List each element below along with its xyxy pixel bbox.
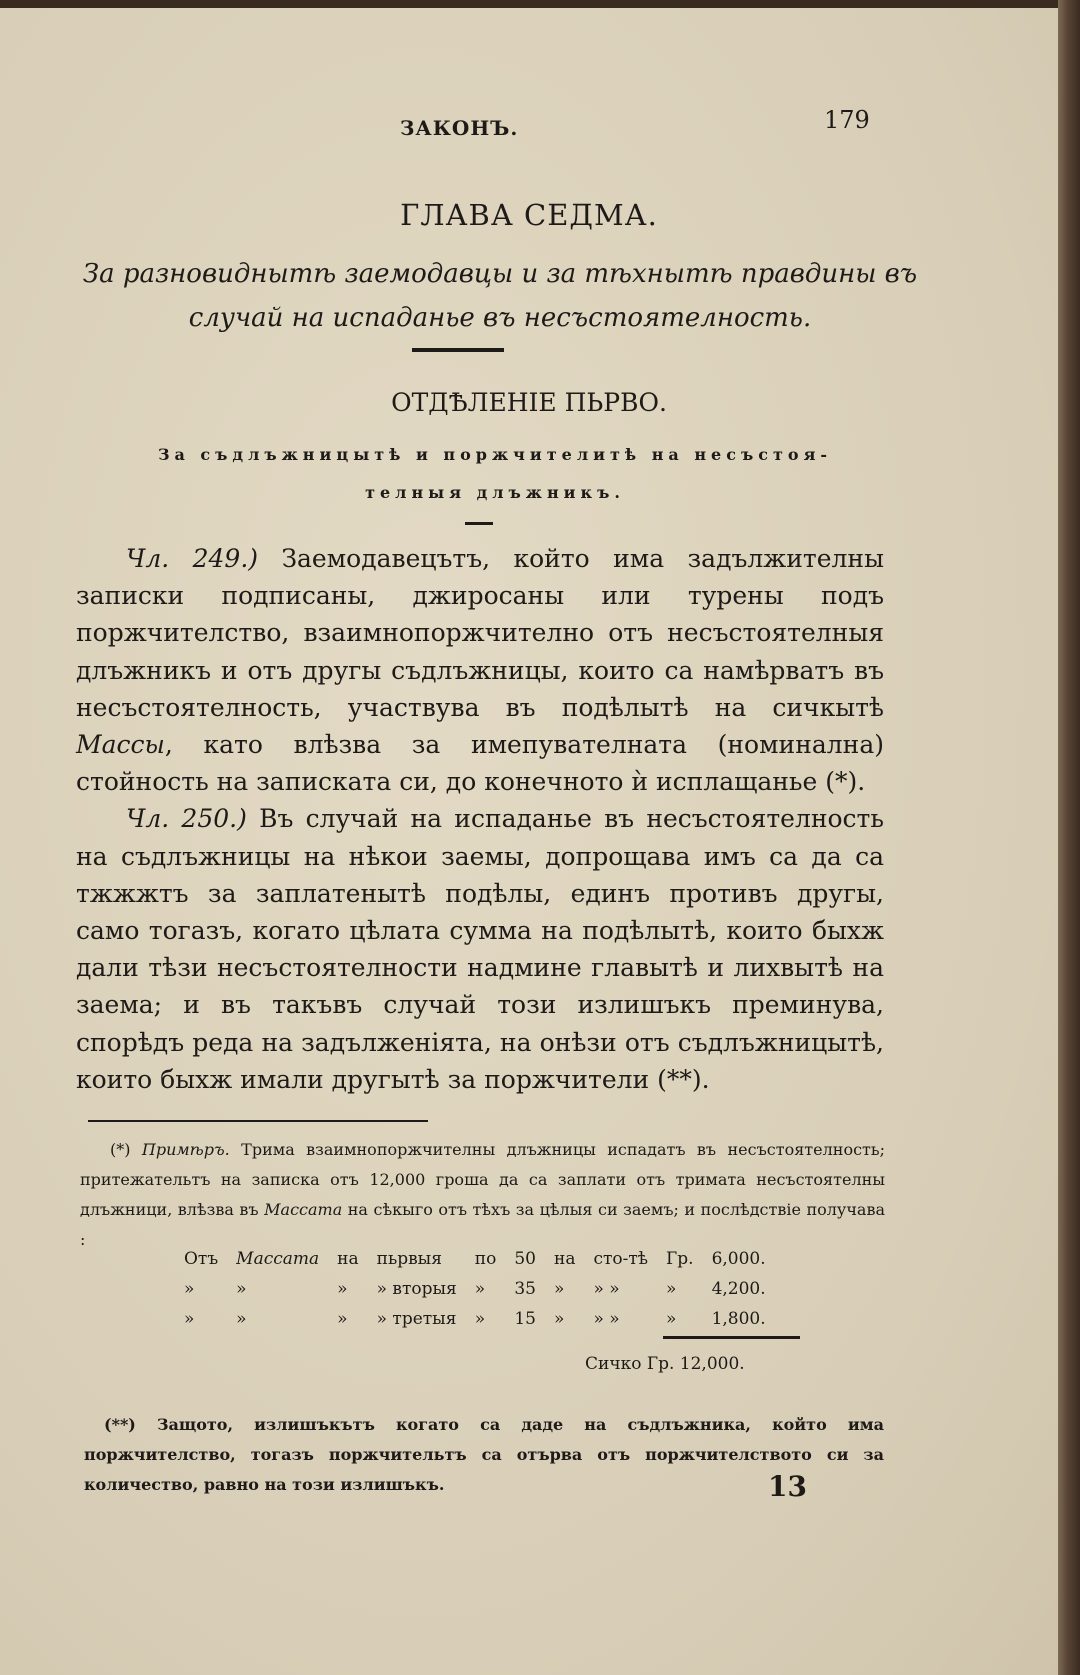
footnote-text: Трима взаимнопоржчителны длъжницы испадатъ въ несъстоятелность; притежательтъ на записка отъ 12,000 гроша да са заплати отъ тримата несъстоятелны длъжници, влѣзва въ <box>80 1140 885 1219</box>
table-cell-amount: 6,000. <box>711 1249 766 1269</box>
table-cell: » <box>236 1279 247 1299</box>
footnote-text: на сѣкыго отъ тѣхъ за цѣлыя си заемъ; и послѣдствіе получава : <box>80 1200 886 1249</box>
table-cell: » <box>337 1279 348 1299</box>
chapter-subtitle <box>50 252 950 340</box>
table-cell: » <box>184 1309 195 1329</box>
article-text: Заемодавецътъ, който има задължителны записки подписаны, джиросаны или турены подъ поржчителство, взаимнопоржчително отъ несъстоятелныя длъжникъ и отъ другы съдлъжницы, които са намѣрватъ въ несъстоятелность, участвува въ подѣлытѣ на сичкытѣ <box>76 544 884 722</box>
article-italic-word: Массы <box>76 730 165 760</box>
table-cell: » <box>554 1309 565 1329</box>
example-total: Сичко Гр. 12,000. <box>585 1354 745 1374</box>
table-cell: » <box>554 1279 565 1299</box>
table-cell: » <box>337 1309 348 1329</box>
table-cell: 15 <box>514 1309 536 1329</box>
article-249 <box>76 540 884 800</box>
table-cell: » » <box>593 1279 620 1299</box>
section-title: ОТДѢЛЕНІЕ ПЬРВО. <box>391 388 667 417</box>
table-cell: 50 <box>514 1249 536 1269</box>
table-cell: » <box>184 1279 195 1299</box>
section-subtitle-line-1: За съдлъжницытѣ и поржчителитѣ на несъстоя- <box>157 445 833 464</box>
chapter-subtitle-line-2: случай на испаданье въ несъстоятелность. <box>188 303 812 333</box>
table-row <box>175 1274 775 1304</box>
footnote-mark: (**) <box>104 1415 136 1434</box>
table-row <box>175 1244 775 1274</box>
table-cell: » третыя <box>376 1309 457 1329</box>
body-text <box>76 540 884 1098</box>
table-cell: » <box>666 1309 677 1329</box>
table-cell: » <box>474 1309 486 1329</box>
table-cell: пьрвыя <box>376 1249 442 1269</box>
article-text: Въ случай на испаданье въ несъстоятелность на съдлъжницы на нѣкои заемы, допрощава имъ са да са тжжжтъ за заплатенытѣ подѣлы, единъ противъ другы, само тогазъ, когато цѣлата сумма на подѣлытѣ, които быхж дали тѣзи несъстоятелности надмине главытѣ и лихвытѣ на заема; и въ такъвъ случай този излишъкъ преминува, спорѣдъ реда на задълженіята, на онѣзи отъ съдлъжницытѣ, които быхж имали другытѣ за поржчители (**). <box>76 804 885 1094</box>
section-subtitle <box>80 436 910 512</box>
section-subtitle-line-2: телныя длъжникъ. <box>365 483 625 502</box>
article-label: Чл. 250.) <box>126 804 247 834</box>
example-table <box>175 1244 775 1334</box>
table-cell: » <box>666 1279 677 1299</box>
table-cell: сто-тѣ <box>593 1249 649 1269</box>
table-cell: » <box>236 1309 247 1329</box>
table-cell-amount: 4,200. <box>711 1279 766 1299</box>
page-top-edge <box>0 0 1058 8</box>
table-cell: » вторыя <box>376 1279 457 1299</box>
footnote-mark: (*) <box>110 1140 131 1159</box>
running-head: ЗАКОНЪ. <box>400 116 519 140</box>
footnote-text: Защото, излишъкътъ когато са даде на съдлъжника, който има поржчителство, тогазъ поржчительтъ са отърва отъ поржчителството си за количество, равно на този излишъкъ. <box>84 1415 885 1494</box>
table-row <box>175 1304 775 1334</box>
chapter-subtitle-line-1: За разновиднытѣ заемодавцы и за тѣхнытѣ правдины въ <box>82 259 918 289</box>
chapter-divider <box>412 348 504 352</box>
footnote-italic-word: Массата <box>264 1200 343 1219</box>
article-250 <box>76 800 884 1098</box>
book-spine-edge <box>1058 0 1080 1675</box>
article-text-after: , като влѣзва за имепувателната (номинална) стойность на записката си, до конечното ѝ исплащанье (*). <box>76 730 884 797</box>
table-cell: Отъ <box>184 1249 219 1269</box>
page-number: 179 <box>824 106 870 134</box>
table-cell: 35 <box>514 1279 536 1299</box>
section-divider <box>465 522 493 525</box>
table-cell: Массата <box>236 1249 320 1269</box>
table-cell: » <box>474 1279 486 1299</box>
table-cell: на <box>337 1249 359 1269</box>
table-cell: » » <box>593 1309 620 1329</box>
footnote-2 <box>84 1410 884 1500</box>
article-label: Чл. 249.) <box>126 544 259 573</box>
table-cell-amount: 1,800. <box>711 1309 766 1329</box>
table-cell: по <box>474 1249 497 1269</box>
table-cell: на <box>554 1249 576 1269</box>
footnote-label: Примѣръ. <box>141 1140 230 1159</box>
footnote-1 <box>80 1135 885 1255</box>
chapter-title: ГЛАВА СЕДМА. <box>400 198 658 232</box>
signature-mark: 13 <box>768 1470 807 1503</box>
footnote-rule <box>88 1120 428 1122</box>
table-cell: Гр. <box>666 1249 694 1269</box>
sum-rule <box>663 1336 800 1339</box>
